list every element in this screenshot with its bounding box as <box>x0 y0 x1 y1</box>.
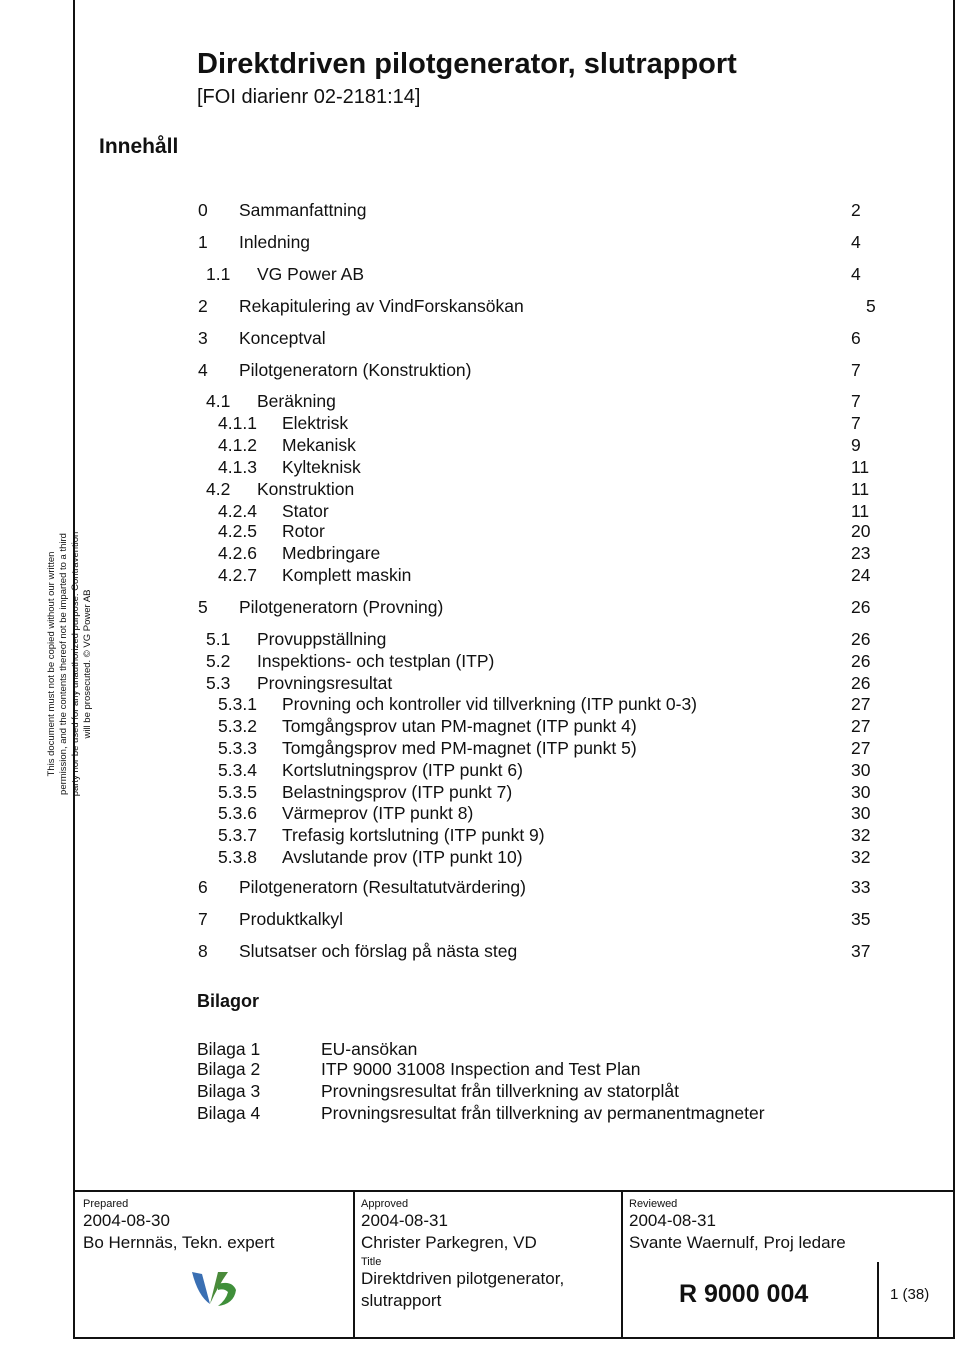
toc-entry-number: 5.3.2 <box>218 716 257 736</box>
toc-entry-number: 2 <box>198 296 208 316</box>
toc-entry-title: Stator <box>282 501 329 521</box>
toc-entry-page: 11 <box>851 457 870 477</box>
toc-entry-title: Produktkalkyl <box>239 909 344 929</box>
toc-entry-title: Komplett maskin <box>282 565 412 585</box>
approved-by: Christer Parkegren, VD <box>361 1233 537 1252</box>
toc-entry-title: Konstruktion <box>257 479 355 499</box>
copyright-line: party nor be used for any unauthorized purpose. Contravention <box>70 531 81 797</box>
toc-entry-number: 4.1.1 <box>218 413 257 433</box>
toc-entry-page: 26 <box>851 597 871 617</box>
toc-entry-number: 4.1.3 <box>218 457 257 477</box>
toc-entry-number: 4.1.2 <box>218 435 257 455</box>
toc-entry-title: Inspektions- och testplan (ITP) <box>257 651 495 671</box>
toc-entry-page: 30 <box>851 760 871 780</box>
toc-entry-number: 4.2.7 <box>218 565 257 585</box>
toc-entry-number: 5.3.6 <box>218 803 257 823</box>
copyright-line: will be prosecuted. © VG Power AB <box>82 589 93 739</box>
toc-entry-number: 5.3.4 <box>218 760 257 780</box>
reviewed-by: Svante Waernulf, Proj ledare <box>629 1233 846 1252</box>
report-number: R 9000 004 <box>679 1280 809 1308</box>
appendix-text: ITP 9000 31008 Inspection and Test Plan <box>321 1059 641 1079</box>
toc-entry-number: 0 <box>198 200 208 220</box>
toc-entry-title: Slutsatser och förslag på nästa steg <box>239 941 518 961</box>
toc-entry-title: Avslutande prov (ITP punkt 10) <box>282 847 523 867</box>
toc-entry-number: 5.3.5 <box>218 782 257 802</box>
toc-entry-title: Inledning <box>239 232 311 252</box>
toc-entry-title: VG Power AB <box>257 264 364 284</box>
prepared-by: Bo Hernnäs, Tekn. expert <box>83 1233 275 1252</box>
toc-entry-page: 6 <box>851 328 861 348</box>
toc-entry-number: 5.3.7 <box>218 825 257 845</box>
toc-entry-page: 30 <box>851 803 871 823</box>
toc-entry-page: 26 <box>851 629 871 649</box>
prepared-label: Prepared <box>83 1198 129 1210</box>
toc-entry-title: Provningsresultat <box>257 673 393 693</box>
toc-entry-page: 33 <box>851 877 871 897</box>
toc-entry-page: 23 <box>851 543 871 563</box>
toc-entry-page: 27 <box>851 716 871 736</box>
toc-entry-number: 5.3 <box>206 673 231 693</box>
reviewed-label: Reviewed <box>629 1198 678 1210</box>
toc-entry-title: Tomgångsprov utan PM-magnet (ITP punkt 4) <box>282 716 637 736</box>
prepared-date: 2004-08-30 <box>83 1211 170 1230</box>
toc-entry-title: Medbringare <box>282 543 381 563</box>
toc-entry-page: 32 <box>851 847 871 867</box>
toc-entry-page: 5 <box>866 296 876 316</box>
toc-entry-title: Pilotgeneratorn (Konstruktion) <box>239 360 472 380</box>
toc-entry-page: 4 <box>851 232 861 252</box>
toc-entry-page: 37 <box>851 941 871 961</box>
footer-divider <box>877 1262 879 1339</box>
toc-entry-page: 4 <box>851 264 861 284</box>
toc-heading: Innehåll <box>99 135 179 158</box>
copyright-line: permission, and the contents thereof not be imparted to a third <box>58 533 69 795</box>
approved-label: Approved <box>361 1198 409 1210</box>
toc-entry-page: 11 <box>851 479 870 499</box>
toc-entry-page: 7 <box>851 360 861 380</box>
toc-entry-page: 27 <box>851 694 871 714</box>
frame-right-line <box>953 0 955 1339</box>
company-logo <box>188 1266 240 1310</box>
reviewed-date: 2004-08-31 <box>629 1211 716 1230</box>
appendix-label: Bilaga 1 <box>197 1039 261 1059</box>
toc-entry-number: 4.2.4 <box>218 501 257 521</box>
toc-entry-number: 5.1 <box>206 629 231 649</box>
toc-entry-title: Elektrisk <box>282 413 349 433</box>
toc-entry-title: Kortslutningsprov (ITP punkt 6) <box>282 760 523 780</box>
toc-entry-page: 30 <box>851 782 871 802</box>
toc-entry-title: Mekanisk <box>282 435 356 455</box>
toc-entry-number: 5.2 <box>206 651 231 671</box>
toc-entry-page: 7 <box>851 413 861 433</box>
toc-entry-number: 7 <box>198 909 208 929</box>
document-reference: [FOI diarienr 02-2181:14] <box>197 86 421 108</box>
toc-entry-number: 5 <box>198 597 208 617</box>
toc-entry-title: Trefasig kortslutning (ITP punkt 9) <box>282 825 545 845</box>
toc-entry-title: Provning och kontroller vid tillverkning (ITP punkt 0-3) <box>282 694 698 714</box>
toc-entry-page: 27 <box>851 738 871 758</box>
toc-entry-number: 4.2.5 <box>218 521 257 541</box>
frame-bottom-line <box>73 1337 955 1339</box>
toc-entry-page: 11 <box>851 501 870 521</box>
toc-entry-number: 4.1 <box>206 391 231 411</box>
toc-entry-title: Tomgångsprov med PM-magnet (ITP punkt 5) <box>282 738 637 758</box>
copyright-notice <box>46 434 94 894</box>
footer-divider <box>353 1190 355 1339</box>
toc-entry-page: 32 <box>851 825 871 845</box>
toc-entry-number: 1.1 <box>206 264 231 284</box>
toc-entry-title: Beräkning <box>257 391 336 411</box>
toc-entry-page: 24 <box>851 565 871 585</box>
toc-entry-title: Provuppställning <box>257 629 387 649</box>
document-title: Direktdriven pilotgenerator, slutrapport <box>197 48 737 80</box>
toc-entry-number: 4.2 <box>206 479 231 499</box>
copyright-line: This document must not be copied without our written <box>46 551 57 777</box>
toc-entry-page: 20 <box>851 521 871 541</box>
appendix-label: Bilaga 2 <box>197 1059 261 1079</box>
toc-entry-number: 4.2.6 <box>218 543 257 563</box>
page-number: 1 (38) <box>890 1286 930 1303</box>
toc-entry-number: 8 <box>198 941 208 961</box>
footer-divider <box>621 1190 623 1339</box>
toc-entry-number: 3 <box>198 328 208 348</box>
toc-entry-number: 5.3.3 <box>218 738 257 758</box>
appendix-text: EU-ansökan <box>321 1039 418 1059</box>
toc-entry-title: Konceptval <box>239 328 326 348</box>
toc-entry-page: 9 <box>851 435 861 455</box>
toc-entry-title: Rekapitulering av VindForskansökan <box>239 296 524 316</box>
toc-entry-title: Pilotgeneratorn (Provning) <box>239 597 444 617</box>
toc-entry-title: Sammanfattning <box>239 200 367 220</box>
footer-separator <box>73 1190 955 1192</box>
toc-entry-title: Kylteknisk <box>282 457 361 477</box>
footer-title-line: Direktdriven pilotgenerator, <box>361 1269 565 1288</box>
toc-entry-page: 2 <box>851 200 861 220</box>
toc-entry-page: 35 <box>851 909 871 929</box>
appendix-text: Provningsresultat från tillverkning av permanentmagneter <box>321 1103 765 1123</box>
toc-entry-page: 7 <box>851 391 861 411</box>
toc-entry-page: 26 <box>851 673 871 693</box>
toc-entry-number: 1 <box>198 232 208 252</box>
toc-entry-title: Rotor <box>282 521 325 541</box>
toc-entry-number: 4 <box>198 360 208 380</box>
appendix-label: Bilaga 4 <box>197 1103 261 1123</box>
approved-date: 2004-08-31 <box>361 1211 448 1230</box>
appendix-label: Bilaga 3 <box>197 1081 261 1101</box>
appendix-text: Provningsresultat från tillverkning av statorplåt <box>321 1081 679 1101</box>
toc-entry-title: Värmeprov (ITP punkt 8) <box>282 803 474 823</box>
footer-title-line: slutrapport <box>361 1291 442 1310</box>
toc-entry-title: Pilotgeneratorn (Resultatutvärdering) <box>239 877 526 897</box>
toc-entry-number: 5.3.8 <box>218 847 257 867</box>
appendix-heading: Bilagor <box>197 991 260 1011</box>
toc-entry-title: Belastningsprov (ITP punkt 7) <box>282 782 513 802</box>
toc-entry-number: 5.3.1 <box>218 694 257 714</box>
toc-entry-number: 6 <box>198 877 208 897</box>
toc-entry-page: 26 <box>851 651 871 671</box>
title-label: Title <box>361 1256 382 1268</box>
